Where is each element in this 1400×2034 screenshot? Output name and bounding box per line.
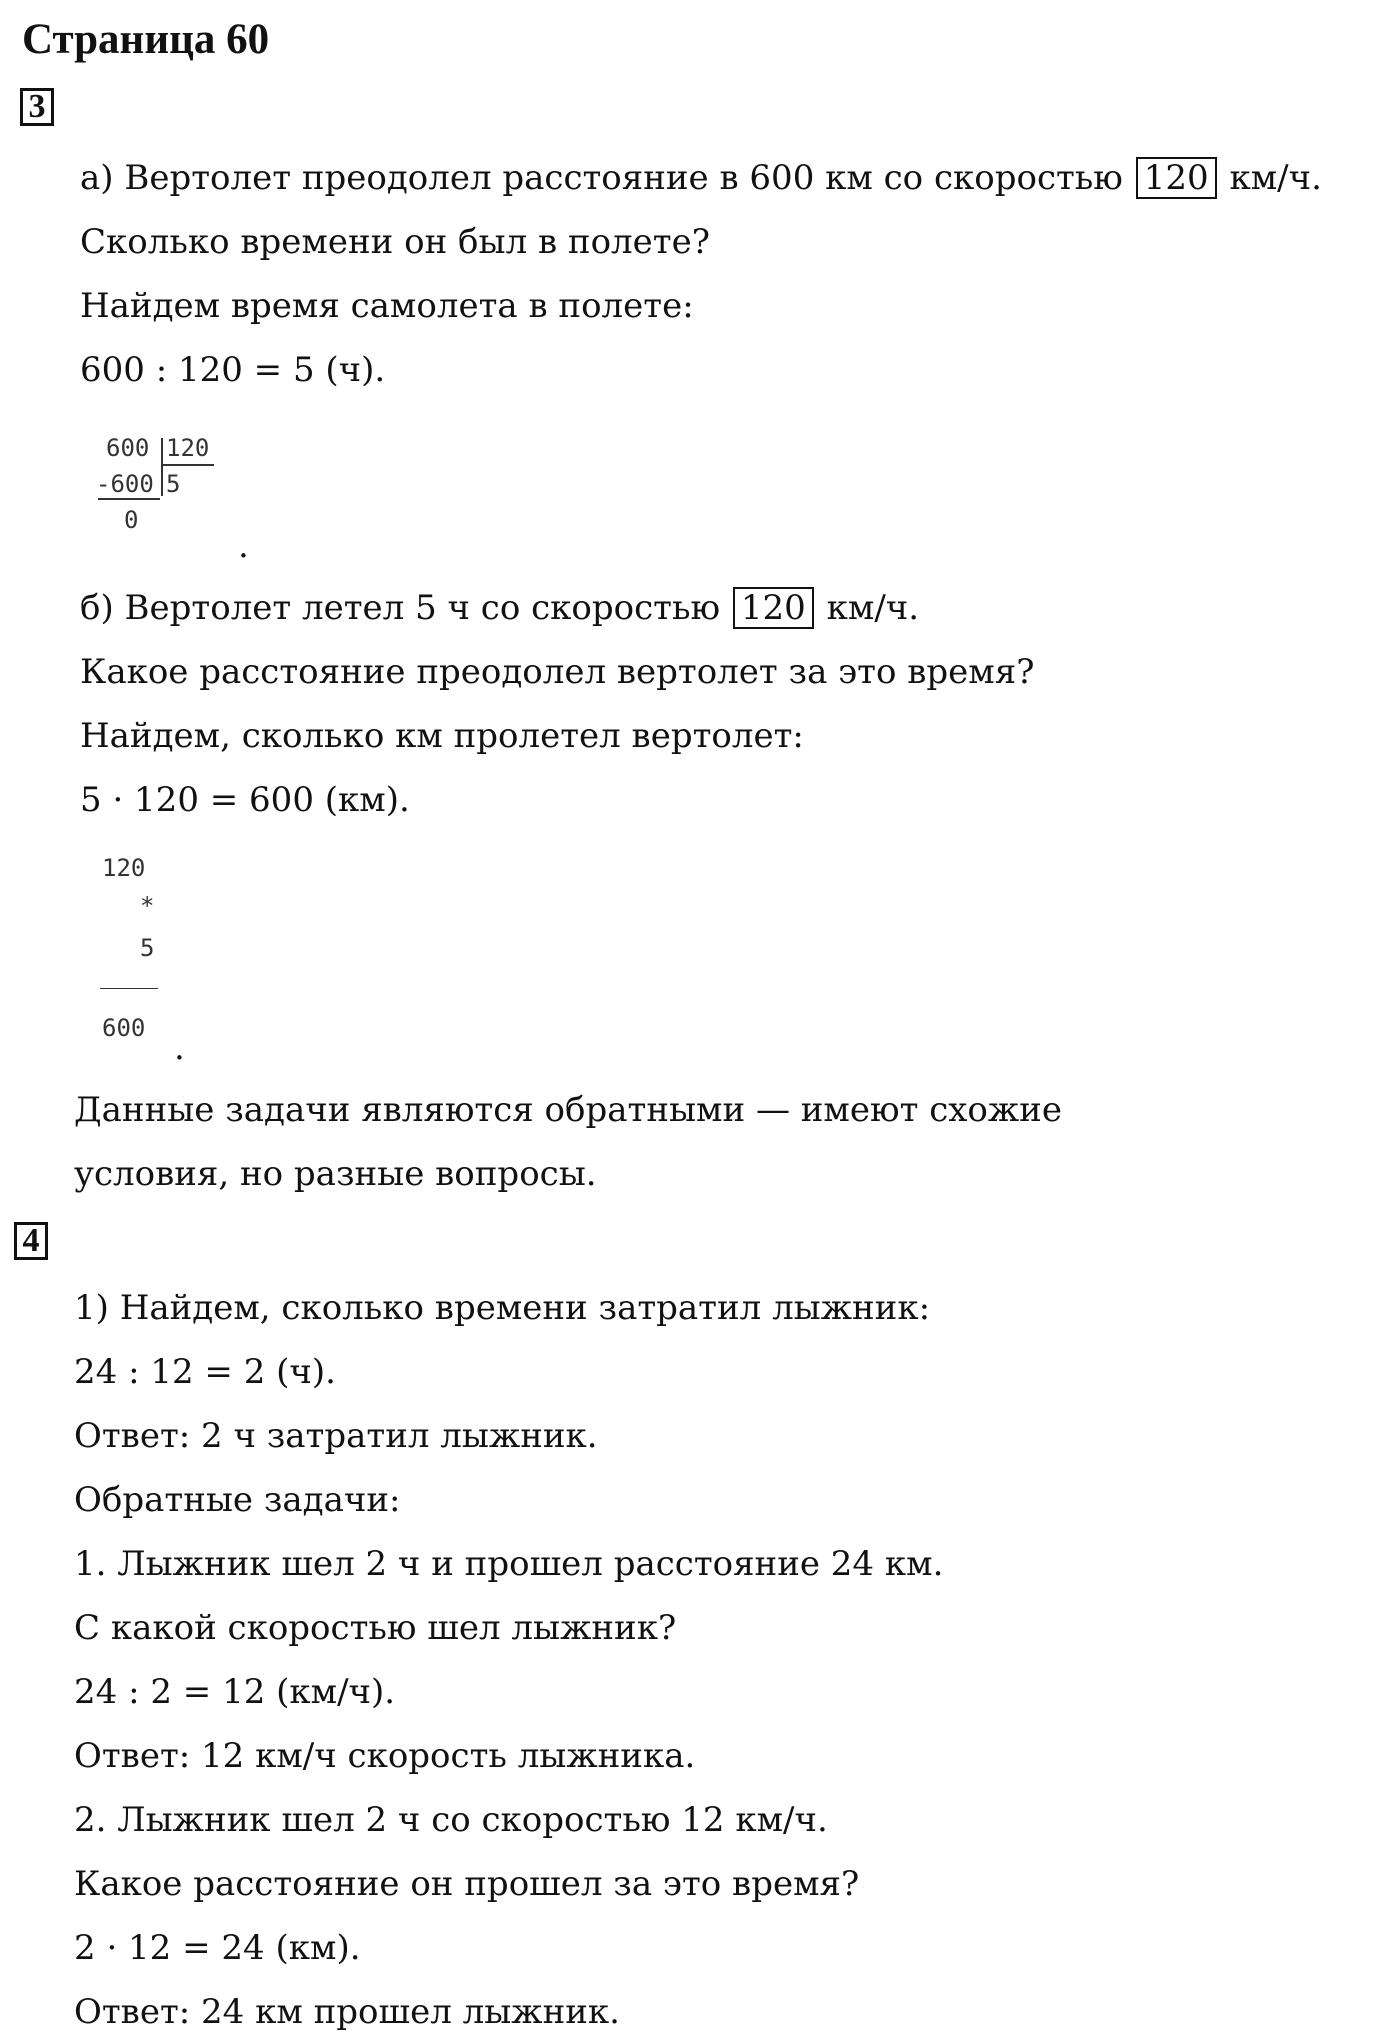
division-vertical-line bbox=[161, 438, 163, 496]
division-dividend: 600 bbox=[106, 434, 150, 462]
task4-line: 24 : 2 = 12 (км/ч). bbox=[74, 1672, 396, 1712]
task4-line: 1) Найдем, сколько времени затратил лыжник: bbox=[74, 1288, 931, 1328]
task3a-line4: 600 : 120 = 5 (ч). bbox=[80, 350, 386, 390]
page-title: Страница 60 bbox=[22, 16, 270, 63]
task3a-line3: Найдем время самолета в полете: bbox=[80, 286, 694, 326]
task4-line: Обратные задачи: bbox=[74, 1480, 401, 1520]
division-subtract: -600 bbox=[96, 470, 154, 498]
division-divisor-underline bbox=[162, 464, 214, 466]
task4-line: 24 : 12 = 2 (ч). bbox=[74, 1352, 336, 1392]
task4-line: 2. Лыжник шел 2 ч со скоростью 12 км/ч. bbox=[74, 1800, 828, 1840]
division-dot: . bbox=[238, 526, 249, 566]
task3a-line2: Сколько времени он был в полете? bbox=[80, 222, 710, 262]
mult-operator: * bbox=[140, 892, 155, 920]
mult-result: 600 bbox=[102, 1014, 146, 1042]
unit-text: км/ч. bbox=[1229, 158, 1322, 198]
task4-line: Ответ: 24 км прошел лыжник. bbox=[74, 1992, 620, 2032]
multiplication-dot: . bbox=[174, 1028, 185, 1068]
task3b-line1 bbox=[80, 586, 919, 630]
mult-operand-a: 120 bbox=[102, 854, 146, 882]
task4-line: 2 · 12 = 24 (км). bbox=[74, 1928, 361, 1968]
task3b-line4: 5 · 120 = 600 (км). bbox=[80, 780, 410, 820]
mult-underline bbox=[100, 988, 158, 989]
task3-conclusion-line2: условия, но разные вопросы. bbox=[74, 1154, 597, 1194]
unit-text: км/ч. bbox=[826, 588, 920, 628]
speed-box: 120 bbox=[1136, 157, 1217, 199]
task4-line: Ответ: 2 ч затратил лыжник. bbox=[74, 1416, 598, 1456]
task-number-3: 3 bbox=[20, 88, 54, 126]
task3b-line2: Какое расстояние преодолел вертолет за это время? bbox=[80, 652, 1035, 692]
speed-box: 120 bbox=[733, 587, 814, 629]
division-block bbox=[96, 434, 226, 544]
task4-line: С какой скоростью шел лыжник? bbox=[74, 1608, 677, 1648]
task3-conclusion-line1: Данные задачи являются обратными — имеют схожие bbox=[74, 1090, 1062, 1130]
division-subtract-underline bbox=[98, 498, 160, 500]
task3a-line1 bbox=[80, 156, 1322, 200]
task4-line: Ответ: 12 км/ч скорость лыжника. bbox=[74, 1736, 696, 1776]
task3b-line3: Найдем, сколько км пролетел вертолет: bbox=[80, 716, 804, 756]
division-quotient: 5 bbox=[166, 470, 181, 498]
task3a-text: а) Вертолет преодолел расстояние в 600 км со скоростью bbox=[80, 158, 1123, 198]
task-number-4: 4 bbox=[14, 1222, 48, 1260]
task4-line: 1. Лыжник шел 2 ч и прошел расстояние 24 км. bbox=[74, 1544, 944, 1584]
division-divisor: 120 bbox=[166, 434, 210, 462]
task3b-text: б) Вертолет летел 5 ч со скоростью bbox=[80, 588, 721, 628]
mult-operand-b: 5 bbox=[140, 934, 155, 962]
multiplication-block bbox=[100, 854, 180, 1054]
division-remainder: 0 bbox=[124, 506, 139, 534]
task4-line: Какое расстояние он прошел за это время? bbox=[74, 1864, 860, 1904]
